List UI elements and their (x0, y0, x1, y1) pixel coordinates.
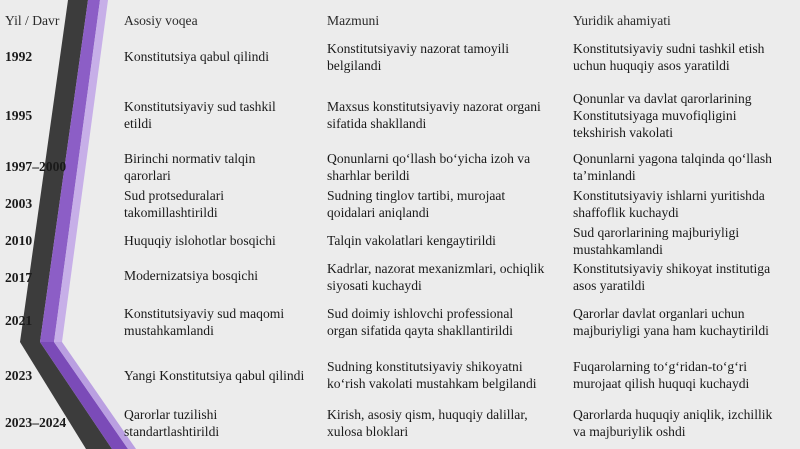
row-significance: Qarorlar davlat organlari uchun majburiyligi yana ham kuchaytirildi (573, 306, 769, 338)
row-content: Konstitutsiyaviy nazorat tamoyili belgilandi (327, 41, 509, 73)
row-year: 1997–2000 (5, 159, 67, 174)
row-year: 2021 (5, 313, 33, 328)
row-event: Sud protseduralari takomillashtirildi (124, 188, 225, 220)
header-event: Asosiy voqea (124, 13, 198, 28)
row-year: 2017 (5, 270, 33, 285)
row-event: Modernizatsiya bosqichi (124, 268, 259, 283)
row-event: Qarorlar tuzilishi standartlashtirildi (124, 407, 220, 439)
row-year: 2010 (5, 233, 33, 248)
header-significance: Yuridik ahamiyati (573, 13, 671, 28)
row-year: 2003 (5, 196, 33, 211)
header-content: Mazmuni (327, 13, 380, 28)
row-year: 2023 (5, 368, 33, 383)
row-content: Qonunlarni qo‘llash bo‘yicha izoh va sharhlar berildi (327, 151, 531, 183)
row-significance: Konstitutsiyaviy shikoyat institutiga asos yaratildi (573, 261, 771, 293)
row-event: Konstitutsiya qabul qilindi (124, 49, 269, 64)
row-event: Konstitutsiyaviy sud tashkil etildi (124, 99, 276, 131)
row-content: Sudning konstitutsiyaviy shikoyatni ko‘rish vakolati mustahkam belgilandi (327, 359, 537, 391)
row-event: Yangi Konstitutsiya qabul qilindi (124, 368, 305, 383)
row-year: 1995 (5, 108, 33, 123)
row-year: 1992 (5, 49, 33, 64)
row-event: Birinchi normativ talqin qarorlari (124, 151, 256, 183)
row-significance: Qonunlarni yagona talqinda qo‘llash ta’minlandi (573, 151, 772, 183)
row-content: Sud doimiy ishlovchi professional organ sifatida qayta shakllantirildi (327, 306, 514, 338)
row-content: Talqin vakolatlari kengaytirildi (327, 233, 496, 248)
row-content: Sudning tinglov tartibi, murojaat qoidalari aniqlandi (327, 188, 506, 220)
row-significance: Qonunlar va davlat qarorlarining Konstitutsiyaga muvofiqligini tekshirish vakolati (573, 91, 752, 140)
row-content: Kadrlar, nazorat mexanizmlari, ochiqlik siyosati kuchaydi (327, 261, 545, 293)
row-significance: Fuqarolarning to‘g‘ridan-to‘g‘ri murojaat qilish huquqi kuchaydi (573, 359, 750, 391)
row-year: 2023–2024 (5, 415, 67, 430)
row-significance: Sud qarorlarining majburiyligi mustahkamlandi (573, 225, 740, 257)
row-event: Konstitutsiyaviy sud maqomi mustahkamlandi (124, 306, 285, 338)
row-significance: Konstitutsiyaviy sudni tashkil etish uchun huquqiy asos yaratildi (573, 41, 765, 73)
row-significance: Qarorlarda huquqiy aniqlik, izchillik va majburiylik oshdi (573, 407, 773, 439)
row-content: Maxsus konstitutsiyaviy nazorat organi sifatida shakllandi (327, 99, 541, 131)
row-content: Kirish, asosiy qism, huquqiy dalillar, xulosa bloklari (327, 407, 528, 439)
row-significance: Konstitutsiyaviy ishlarni yuritishda shaffoflik kuchaydi (573, 188, 765, 220)
row-event: Huquqiy islohotlar bosqichi (124, 233, 276, 248)
header-year: Yil / Davr (5, 13, 60, 28)
